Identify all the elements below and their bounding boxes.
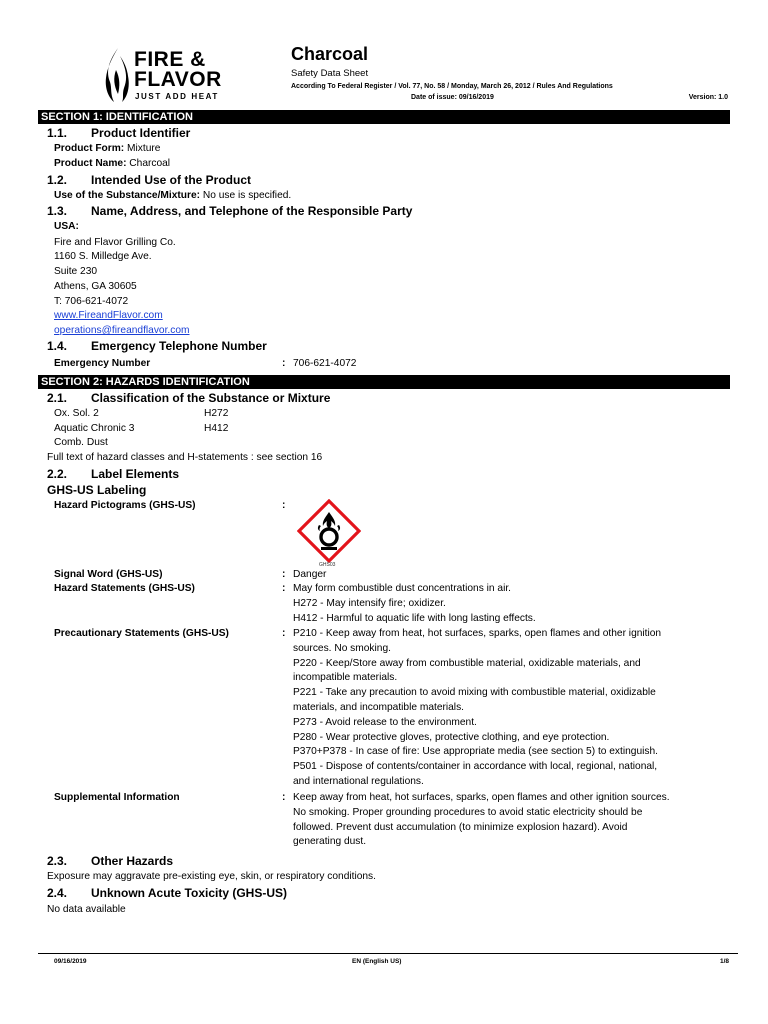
hazard-class: Aquatic Chronic 3: [54, 423, 135, 434]
product-name-value: Charcoal: [126, 158, 171, 169]
subsection-title: Intended Use of the Product: [91, 173, 252, 187]
subsection-number: 1.3.: [47, 204, 68, 218]
flame-icon: [104, 46, 130, 104]
pictogram-code-label: GHS03: [319, 562, 336, 568]
emergency-colon: :: [282, 358, 286, 369]
subsection-title: Unknown Acute Toxicity (GHS-US): [91, 886, 288, 900]
city-address: Athens, GA 30605: [54, 281, 137, 292]
subsection-number: 2.4.: [47, 886, 68, 900]
precaution-line: P210 - Keep away from heat, hot surfaces, sparks, open flames and other ignition: [293, 628, 662, 639]
telephone: T: 706-621-4072: [54, 296, 129, 307]
hazard-statement-line: May form combustible dust concentrations in air.: [293, 583, 511, 594]
flame-over-circle-pictogram-icon: [297, 499, 361, 563]
precaution-line: P370+P378 - In case of fire: Use appropriate media (see section 5) to extinguish.: [293, 746, 658, 758]
subsection-title: Product Identifier: [91, 126, 191, 140]
email-link[interactable]: operations@fireandflavor.com: [54, 325, 190, 336]
supplemental-info-list: [293, 791, 733, 850]
precaution-line: P220 - Keep/Store away from combustible material, oxidizable materials, and: [293, 657, 641, 669]
hazard-code: H412: [204, 423, 229, 434]
regulation-reference: According To Federal Register / Vol. 77, No. 58 / Monday, March 26, 2012 / Rules And Regulations: [291, 83, 613, 90]
hazard-class: Ox. Sol. 2: [54, 408, 99, 419]
subsection-number: 2.2.: [47, 467, 68, 481]
footer-language: EN (English US): [352, 958, 402, 965]
hazard-statements-label: Hazard Statements (GHS-US): [54, 583, 195, 594]
pictograms-label: Hazard Pictograms (GHS-US): [54, 500, 196, 511]
signal-word-label: Signal Word (GHS-US): [54, 569, 163, 580]
hazard-statements-colon: :: [282, 583, 286, 594]
hazard-code: H272: [204, 408, 229, 419]
intended-use-label: Use of the Substance/Mixture:: [54, 190, 201, 201]
precautionary-statements-list: [293, 627, 733, 790]
supplemental-info-label: Supplemental Information: [54, 792, 180, 803]
precaution-line: P221 - Take any precaution to avoid mixing with combustible material, oxidizable: [293, 687, 656, 699]
website-link[interactable]: www.FireandFlavor.com: [54, 310, 163, 321]
precaution-line: P280 - Wear protective gloves, protective clothing, and eye protection.: [293, 731, 610, 743]
precaution-line: incompatible materials.: [293, 672, 398, 684]
precautionary-statements-colon: :: [282, 628, 286, 639]
supplemental-info-colon: :: [282, 792, 286, 803]
precaution-line: P501 - Dispose of contents/container in accordance with local, regional, national,: [293, 761, 658, 773]
subsection-number: 2.3.: [47, 854, 68, 868]
subsection-number: 1.1.: [47, 126, 68, 140]
subsection-number: 1.2.: [47, 173, 68, 187]
precaution-line: and international regulations.: [293, 775, 424, 787]
subsection-title: Label Elements: [91, 467, 180, 481]
precaution-line: materials, and incompatible materials.: [293, 701, 464, 713]
date-of-issue: Date of issue: 09/16/2019: [411, 94, 494, 101]
footer-date: 09/16/2019: [54, 958, 87, 965]
subsection-title: Emergency Telephone Number: [91, 339, 267, 353]
section-1-header: SECTION 1: IDENTIFICATION: [38, 110, 730, 124]
logo-word-fire: FIRE &: [134, 48, 206, 71]
intended-use-value: No use is specified.: [200, 190, 292, 201]
street-address: 1160 S. Milledge Ave.: [54, 251, 152, 262]
hazard-statement-line: H272 - May intensify fire; oxidizer.: [293, 597, 446, 609]
precaution-line: sources. No smoking.: [293, 642, 391, 654]
supplemental-line: followed. Prevent dust accumulation (to minimize explosion hazard). Avoid: [293, 821, 628, 833]
other-hazards-text: Exposure may aggravate pre-existing eye, skin, or respiratory conditions.: [47, 871, 376, 882]
ghs-labeling-heading: GHS-US Labeling: [47, 483, 147, 497]
hazard-class: Comb. Dust: [54, 437, 108, 448]
subsection-number: 2.1.: [47, 391, 68, 405]
product-form: [54, 142, 160, 156]
hazard-note: Full text of hazard classes and H-statements : see section 16: [47, 452, 323, 463]
product-form-label: Product Form:: [54, 143, 125, 154]
signal-word-value: Danger: [293, 569, 327, 580]
signal-word-colon: :: [282, 569, 286, 580]
supplemental-line: Keep away from heat, hot surfaces, sparks, open flames and other ignition sources.: [293, 792, 670, 803]
company-logo: [104, 46, 244, 104]
document-title: Charcoal: [291, 44, 369, 64]
document-subtitle: Safety Data Sheet: [291, 68, 369, 79]
supplemental-line: generating dust.: [293, 836, 367, 848]
subsection-number: 1.4.: [47, 339, 68, 353]
emergency-number-value: 706-621-4072: [293, 358, 357, 369]
footer-divider: [38, 953, 738, 954]
intended-use: [54, 189, 291, 203]
suite-address: Suite 230: [54, 266, 98, 277]
supplemental-line: No smoking. Proper grounding procedures to avoid static electricity should be: [293, 806, 643, 818]
subsection-title: Name, Address, and Telephone of the Responsible Party: [91, 204, 413, 218]
hazard-statements-list: [293, 582, 733, 626]
pictograms-colon: :: [282, 500, 286, 511]
document-version: Version: 1.0: [688, 94, 728, 101]
product-form-value: Mixture: [124, 143, 161, 154]
hazard-statement-line: H412 - Harmful to aquatic life with long lasting effects.: [293, 612, 536, 624]
footer-page-number: 1/8: [720, 958, 730, 965]
logo-word-flavor: FLAVOR: [134, 68, 222, 91]
logo-tagline: JUST ADD HEAT: [135, 92, 219, 101]
precaution-line: P273 - Avoid release to the environment.: [293, 716, 477, 728]
acute-toxicity-text: No data available: [47, 904, 126, 915]
product-name: [54, 157, 170, 171]
section-2-header: SECTION 2: HAZARDS IDENTIFICATION: [38, 375, 730, 389]
precautionary-statements-label: Precautionary Statements (GHS-US): [54, 628, 229, 639]
emergency-number-label: Emergency Number: [54, 358, 151, 369]
subsection-title: Classification of the Substance or Mixture: [91, 391, 331, 405]
subsection-title: Other Hazards: [91, 854, 174, 868]
address-country: USA:: [54, 221, 79, 232]
product-name-label: Product Name:: [54, 158, 127, 169]
company-name: Fire and Flavor Grilling Co.: [54, 237, 176, 248]
